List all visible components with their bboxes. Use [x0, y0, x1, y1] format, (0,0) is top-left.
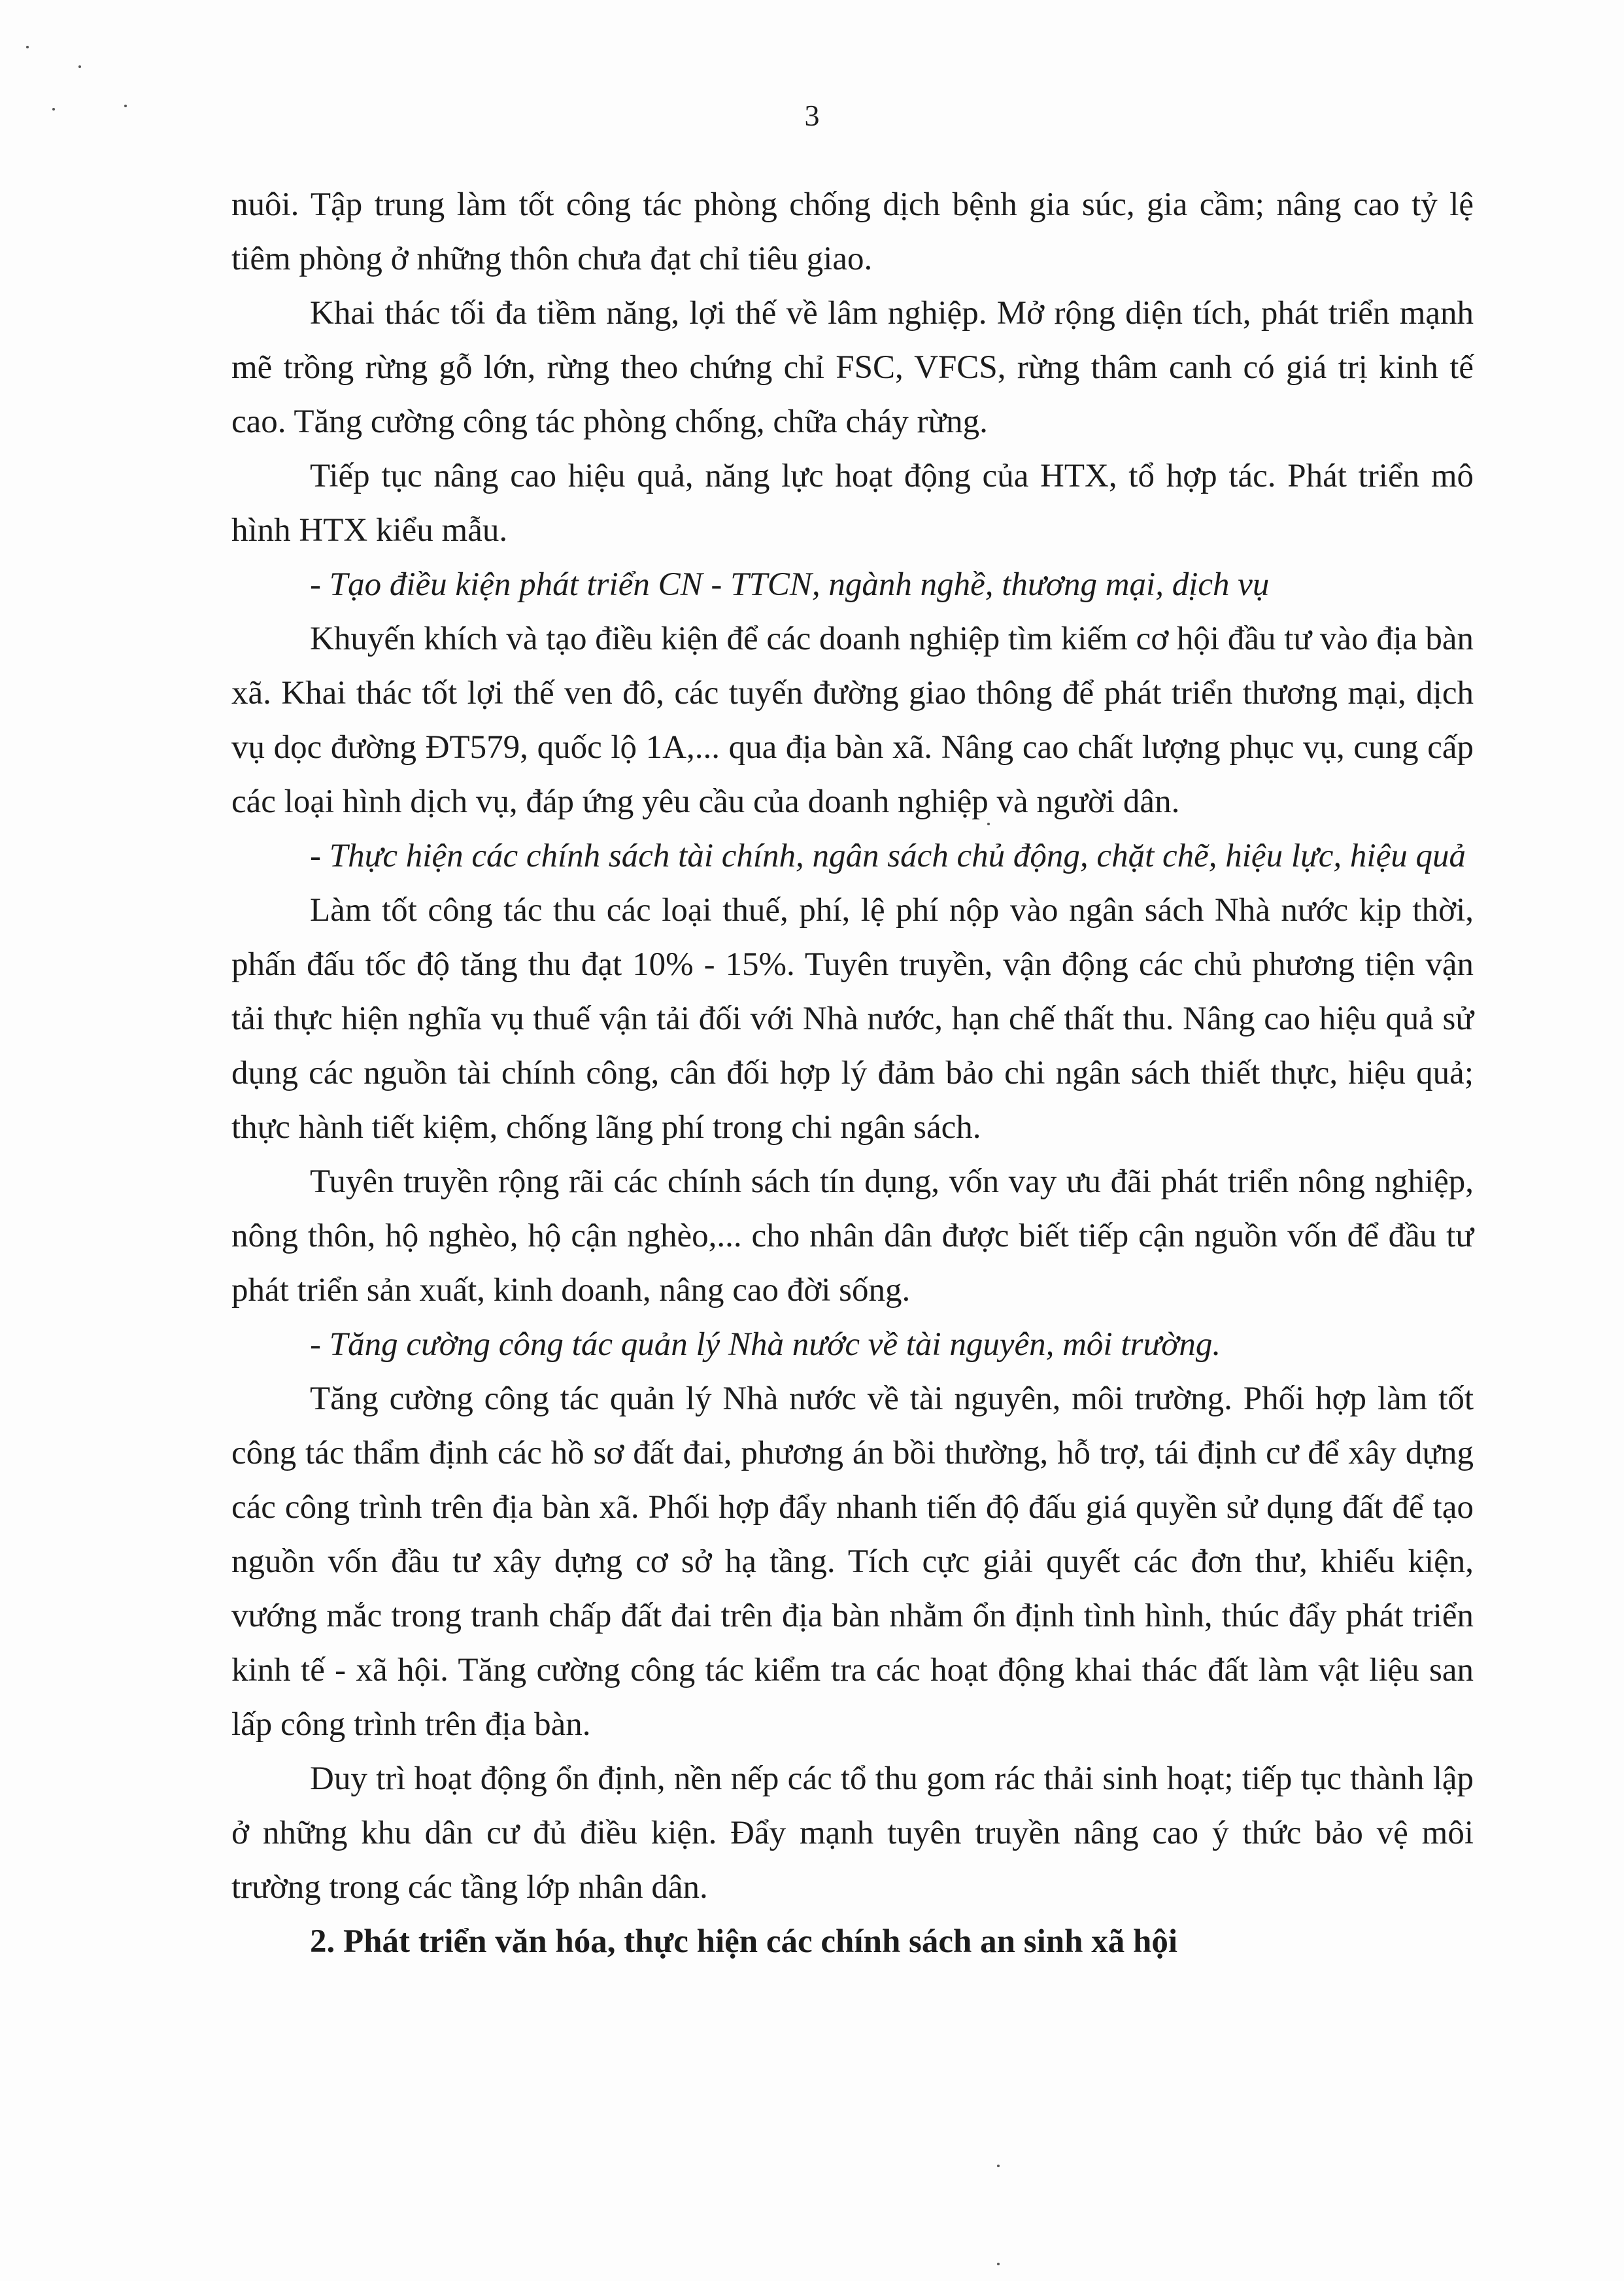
page-number: 3 — [804, 99, 820, 132]
section-subheading: - Tăng cường công tác quản lý Nhà nước về tài nguyên, môi trường. — [310, 1326, 1221, 1363]
document-body — [231, 178, 1474, 1969]
section-subheading: - Thực hiện các chính sách tài chính, ngân sách chủ động, chặt chẽ, hiệu lực, hiệu quả — [310, 838, 1466, 874]
paragraph: Khai thác tối đa tiềm năng, lợi thế về lâm nghiệp. Mở rộng diện tích, phát triển mạnh mẽ trồng rừng gỗ lớn, rừng theo chứng chỉ FSC, VFCS, rừng thâm canh có giá trị kinh tế cao. Tăng cường công tác phòng chống, chữa cháy rừng. — [231, 295, 1474, 440]
paragraph: Duy trì hoạt động ổn định, nền nếp các tổ thu gom rác thải sinh hoạt; tiếp tục thành lập ở những khu dân cư đủ điều kiện. Đẩy mạnh tuyên truyền nâng cao ý thức bảo vệ môi trường trong các tầng lớp nhân dân. — [231, 1760, 1474, 1906]
paragraph: Tuyên truyền rộng rãi các chính sách tín dụng, vốn vay ưu đãi phát triển nông nghiệp, nông thôn, hộ nghèo, hộ cận nghèo,... cho nhân dân được biết tiếp cận nguồn vốn để đầu tư phát triển sản xuất, kinh doanh, nâng cao đời sống. — [231, 1163, 1474, 1309]
paragraph: nuôi. Tập trung làm tốt công tác phòng chống dịch bệnh gia súc, gia cầm; nâng cao tỷ lệ tiêm phòng ở những thôn chưa đạt chỉ tiêu giao. — [231, 186, 1474, 277]
section-subheading: - Tạo điều kiện phát triển CN - TTCN, ngành nghề, thương mại, dịch vụ — [310, 566, 1270, 603]
paragraph: Tăng cường công tác quản lý Nhà nước về tài nguyên, môi trường. Phối hợp làm tốt công tác thẩm định các hồ sơ đất đai, phương án bồi thường, hỗ trợ, tái định cư để xây dựng các công trình trên địa bàn xã. Phối hợp đẩy nhanh tiến độ đấu giá quyền sử dụng đất để tạo nguồn vốn đầu tư xây dựng cơ sở hạ tầng. Tích cực giải quyết các đơn thư, khiếu kiện, vướng mắc trong tranh chấp đất đai trên địa bàn nhằm ổn định tình hình, thúc đẩy phát triển kinh tế - xã hội. Tăng cường công tác kiểm tra các hoạt động khai thác đất làm vật liệu san lấp công trình trên địa bàn. — [231, 1381, 1474, 1743]
paragraph: Khuyến khích và tạo điều kiện để các doanh nghiệp tìm kiếm cơ hội đầu tư vào địa bàn xã. Khai thác tốt lợi thế ven đô, các tuyến đường giao thông để phát triển thương mại, dịch vụ dọc đường ĐT579, quốc lộ 1A,... qua địa bàn xã. Nâng cao chất lượng phục vụ, cung cấp các loại hình dịch vụ, đáp ứng yêu cầu của doanh nghiệp và người dân. — [231, 621, 1474, 820]
scan-speck — [997, 2165, 1000, 2167]
paragraph: Làm tốt công tác thu các loại thuế, phí, lệ phí nộp vào ngân sách Nhà nước kịp thời, phấn đấu tốc độ tăng thu đạt 10% - 15%. Tuyên truyền, vận động các chủ phương tiện vận tải thực hiện nghĩa vụ thuế vận tải đối với Nhà nước, hạn chế thất thu. Nâng cao hiệu quả sử dụng các nguồn tài chính công, cân đối hợp lý đảm bảo chi ngân sách thiết thực, hiệu quả; thực hành tiết kiệm, chống lãng phí trong chi ngân sách. — [231, 892, 1474, 1146]
scan-speck — [26, 46, 29, 48]
scan-speck — [78, 65, 81, 68]
paragraph: Tiếp tục nâng cao hiệu quả, năng lực hoạt động của HTX, tổ hợp tác. Phát triển mô hình HTX kiểu mẫu. — [231, 458, 1474, 549]
scan-speck — [997, 2263, 1000, 2265]
section-heading: 2. Phát triển văn hóa, thực hiện các chính sách an sinh xã hội — [310, 1923, 1178, 1960]
